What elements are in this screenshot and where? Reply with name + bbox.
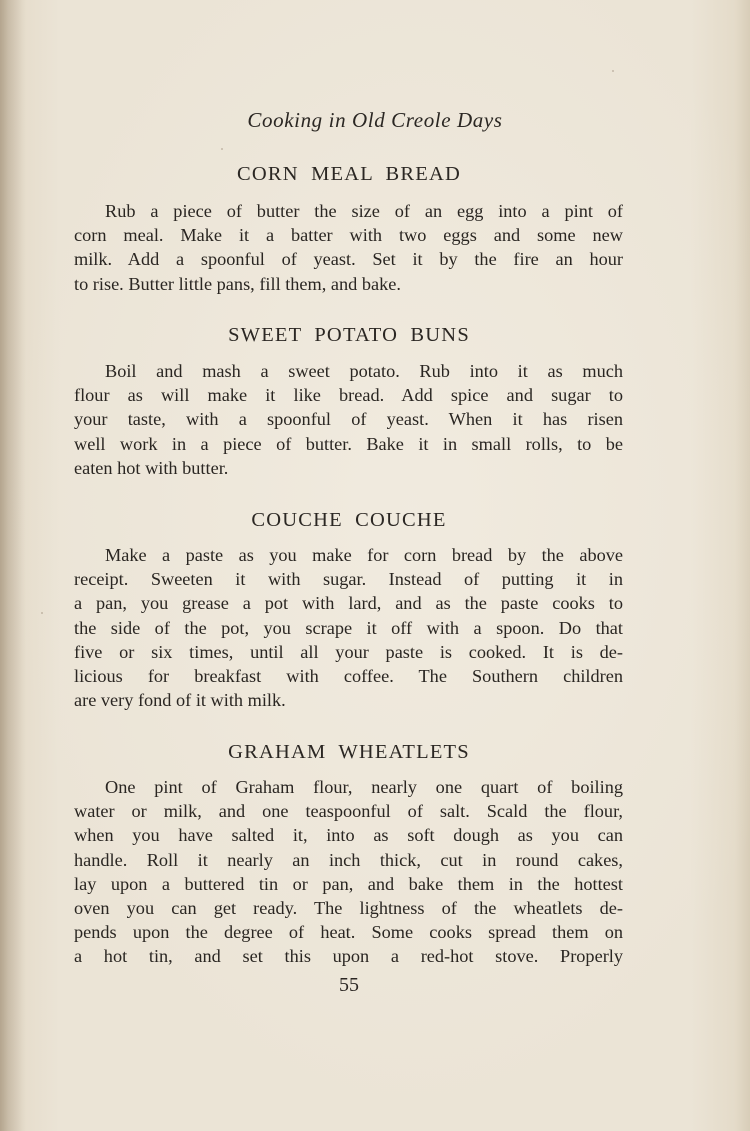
recipe-text-sweet-potato-buns [74,359,623,480]
text-line: Rub a piece of butter the size of an egg into a pint of [105,201,623,221]
text-line: a hot tin, and set this upon a red-hot stove. Properly [74,946,623,967]
text-line: flour as will make it like bread. Add spice and sugar to [74,385,623,406]
text-line: handle. Roll it nearly an inch thick, cut in round cakes, [74,849,623,870]
text-line: to rise. Butter little pans, fill them, and bake. [74,273,401,294]
text-line: water or milk, and one teaspoonful of salt. Scald the flour, [74,801,623,822]
paper-speck [221,148,223,150]
text-line: corn meal. Make it a batter with two eggs and some new [74,225,623,246]
text-line: lay upon a buttered tin or pan, and bake them in the hottest [74,873,623,894]
recipe-text-couche-couche [74,543,623,712]
text-line: One pint of Graham flour, nearly one quart of boiling [105,777,623,797]
running-head: Cooking in Old Creole Days [247,108,503,132]
paper-speck [41,612,43,614]
text-line: your taste, with a spoonful of yeast. When it has risen [74,409,623,430]
text-line: are very fond of it with milk. [74,690,286,711]
text-line: receipt. Sweeten it with sugar. Instead of putting it in [74,569,623,590]
recipe-heading-corn-meal-bread: CORN MEAL BREAD [237,163,461,185]
page-number: 55 [339,974,359,996]
recipe-text-corn-meal-bread [74,199,623,296]
text-line: five or six times, until all your paste is cooked. It is de- [74,641,623,662]
recipe-heading-graham-wheatlets: GRAHAM WHEATLETS [228,741,470,763]
recipe-heading-sweet-potato-buns: SWEET POTATO BUNS [228,324,470,346]
text-line: when you have salted it, into as soft dough as you can [74,825,623,846]
text-line: a pan, you grease a pot with lard, and as the paste cooks to [74,593,623,614]
text-line: oven you can get ready. The lightness of the wheatlets de- [74,897,623,918]
paper-speck [612,70,614,72]
text-line: Make a paste as you make for corn bread by the above [105,545,623,565]
text-line: the side of the pot, you scrape it off with a spoon. Do that [74,617,623,638]
recipe-text-graham-wheatlets [74,775,623,969]
text-line: eaten hot with butter. [74,457,229,478]
text-line: well work in a piece of butter. Bake it in small rolls, to be [74,433,623,454]
text-line: Boil and mash a sweet potato. Rub into it as much [105,361,623,381]
text-line: milk. Add a spoonful of yeast. Set it by the fire an hour [74,249,623,270]
recipe-heading-couche-couche: COUCHE COUCHE [251,509,447,531]
text-line: pends upon the degree of heat. Some cooks spread them on [74,922,623,943]
text-line: licious for breakfast with coffee. The Southern children [74,665,623,686]
